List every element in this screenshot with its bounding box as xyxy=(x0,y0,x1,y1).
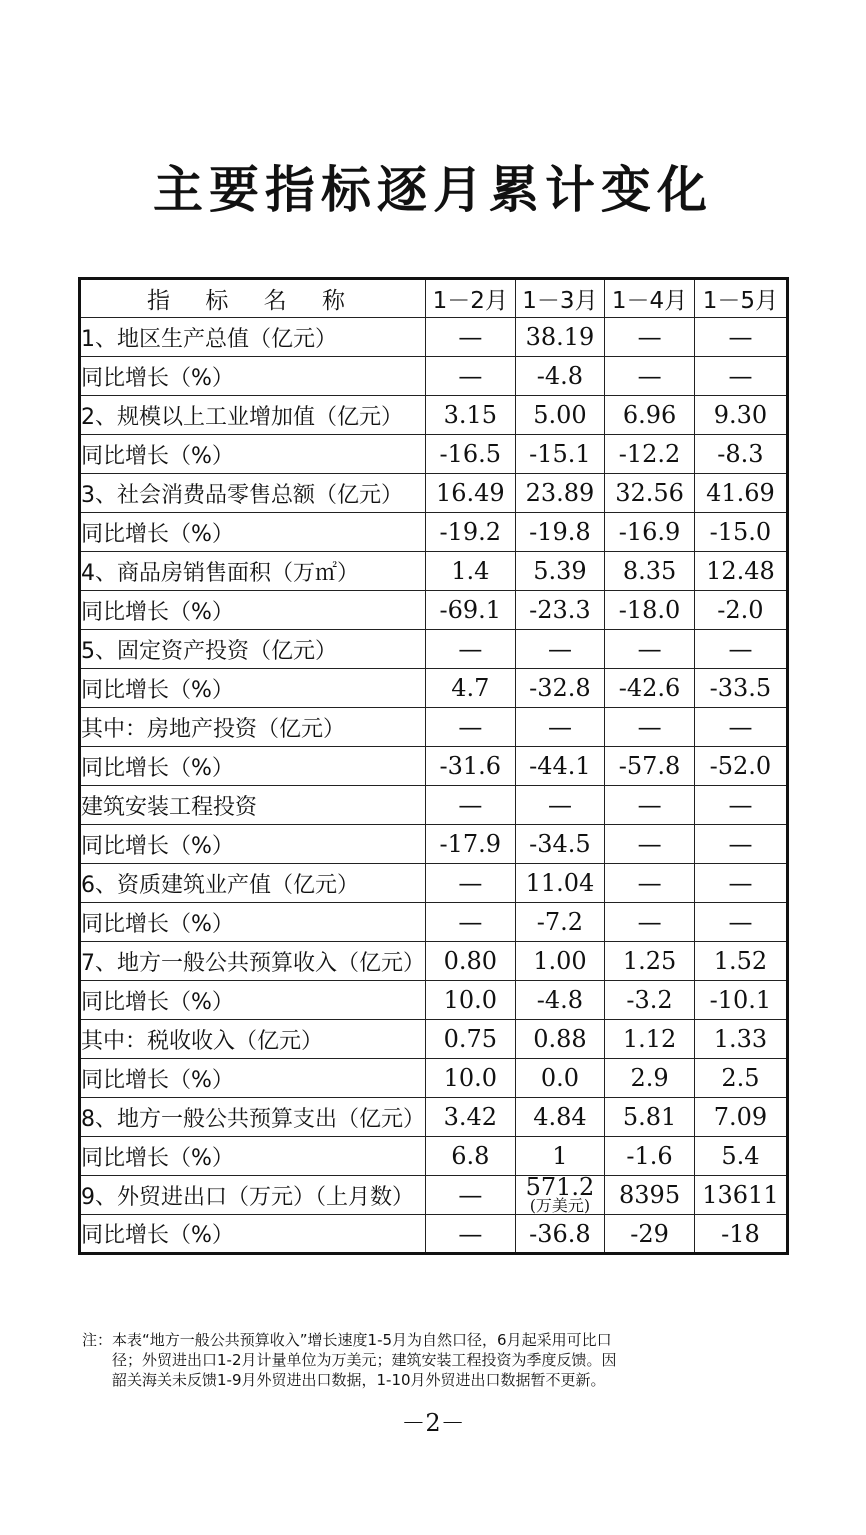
indicator-value: 11.04 xyxy=(515,864,605,903)
indicator-value: — xyxy=(605,630,695,669)
indicator-value: 5.4 xyxy=(694,1137,787,1176)
table-row xyxy=(80,435,788,474)
indicator-value: 4.7 xyxy=(426,669,516,708)
indicator-name: 同比增长（%） xyxy=(80,1059,426,1098)
indicator-value: 5.81 xyxy=(605,1098,695,1137)
indicator-value: — xyxy=(426,786,516,825)
table-row xyxy=(80,396,788,435)
footnote-line-1: 注：本表“地方一般公共预算收入”增长速度1-5月为自然口径，6月起采用可比口 xyxy=(82,1331,612,1349)
indicator-name: 6、资质建筑业产值（亿元） xyxy=(80,864,426,903)
indicator-value: 32.56 xyxy=(605,474,695,513)
indicator-name: 5、固定资产投资（亿元） xyxy=(80,630,426,669)
table-row xyxy=(80,1137,788,1176)
indicator-value: — xyxy=(694,825,787,864)
indicator-name: 同比增长（%） xyxy=(80,513,426,552)
header-period-4: 1－5月 xyxy=(694,279,787,318)
indicator-name: 同比增长（%） xyxy=(80,903,426,942)
indicator-value: -32.8 xyxy=(515,669,605,708)
indicator-name: 其中：税收收入（亿元） xyxy=(80,1020,426,1059)
indicator-value: — xyxy=(605,357,695,396)
indicator-value: -16.5 xyxy=(426,435,516,474)
indicator-value: -36.8 xyxy=(515,1215,605,1254)
indicator-value: — xyxy=(605,318,695,357)
value-unit-note: (万美元) xyxy=(529,1196,591,1215)
indicator-value: 1.12 xyxy=(605,1020,695,1059)
indicator-value: 1.33 xyxy=(694,1020,787,1059)
indicator-value: -31.6 xyxy=(426,747,516,786)
indicator-value: 41.69 xyxy=(694,474,787,513)
indicator-value: -7.2 xyxy=(515,903,605,942)
table-row xyxy=(80,864,788,903)
indicator-name: 其中：房地产投资（亿元） xyxy=(80,708,426,747)
indicator-value: — xyxy=(605,825,695,864)
indicator-value: — xyxy=(515,708,605,747)
indicator-value: 4.84 xyxy=(515,1098,605,1137)
indicator-name: 1、地区生产总值（亿元） xyxy=(80,318,426,357)
table-row xyxy=(80,1176,788,1215)
indicator-value: -4.8 xyxy=(515,981,605,1020)
indicator-value: — xyxy=(426,1176,516,1215)
indicator-value: — xyxy=(694,318,787,357)
table-row xyxy=(80,981,788,1020)
indicator-value: — xyxy=(426,630,516,669)
indicator-value: — xyxy=(694,786,787,825)
indicator-value: 3.42 xyxy=(426,1098,516,1137)
indicator-value: -52.0 xyxy=(694,747,787,786)
footnote-line-3: 韶关海关未反馈1-9月外贸进出口数据，1-10月外贸进出口数据暂不更新。 xyxy=(112,1371,606,1389)
table-row xyxy=(80,552,788,591)
indicator-value: 16.49 xyxy=(426,474,516,513)
indicator-value: -34.5 xyxy=(515,825,605,864)
indicator-name: 同比增长（%） xyxy=(80,981,426,1020)
indicator-name: 同比增长（%） xyxy=(80,669,426,708)
indicator-value: -2.0 xyxy=(694,591,787,630)
value-main: 571.2 xyxy=(525,1173,595,1201)
table-row xyxy=(80,357,788,396)
table-row xyxy=(80,708,788,747)
indicator-value: 6.8 xyxy=(426,1137,516,1176)
indicator-value: -15.0 xyxy=(694,513,787,552)
indicator-value: — xyxy=(694,357,787,396)
footnote-line-2: 径；外贸进出口1-2月计量单位为万美元；建筑安装工程投资为季度反馈。因 xyxy=(112,1351,617,1369)
indicator-value: -18.0 xyxy=(605,591,695,630)
indicator-value: -19.8 xyxy=(515,513,605,552)
indicator-value: 7.09 xyxy=(694,1098,787,1137)
indicator-name: 3、社会消费品零售总额（亿元） xyxy=(80,474,426,513)
table-row xyxy=(80,1098,788,1137)
indicator-value: -19.2 xyxy=(426,513,516,552)
indicator-name: 同比增长（%） xyxy=(80,591,426,630)
table-row xyxy=(80,591,788,630)
indicator-value: — xyxy=(426,708,516,747)
indicator-value: 6.96 xyxy=(605,396,695,435)
indicator-value: — xyxy=(426,318,516,357)
header-period-2: 1－3月 xyxy=(515,279,605,318)
page-number: －2－ xyxy=(401,1409,465,1437)
indicator-value: 38.19 xyxy=(515,318,605,357)
indicator-value: 0.88 xyxy=(515,1020,605,1059)
indicator-value: 3.15 xyxy=(426,396,516,435)
indicator-value: 10.0 xyxy=(426,1059,516,1098)
indicator-value: 2.5 xyxy=(694,1059,787,1098)
indicator-value: -23.3 xyxy=(515,591,605,630)
indicator-value: -17.9 xyxy=(426,825,516,864)
indicator-value: -12.2 xyxy=(605,435,695,474)
table-row xyxy=(80,630,788,669)
header-indicator-name: 指 标 名 称 xyxy=(80,279,426,318)
indicator-value: 2.9 xyxy=(605,1059,695,1098)
indicator-value: -1.6 xyxy=(605,1137,695,1176)
indicator-value: — xyxy=(605,903,695,942)
indicator-value: 8.35 xyxy=(605,552,695,591)
indicator-value: 8395 xyxy=(605,1176,695,1215)
indicator-value: -42.6 xyxy=(605,669,695,708)
indicator-name: 9、外贸进出口（万元）（上月数） xyxy=(80,1176,426,1215)
indicator-value: — xyxy=(605,786,695,825)
table-row xyxy=(80,474,788,513)
header-period-1: 1－2月 xyxy=(426,279,516,318)
indicator-value: 23.89 xyxy=(515,474,605,513)
indicator-value: 1.4 xyxy=(426,552,516,591)
indicator-value: -16.9 xyxy=(605,513,695,552)
indicator-value: — xyxy=(426,903,516,942)
indicator-value: — xyxy=(694,708,787,747)
table-row xyxy=(80,318,788,357)
indicator-name: 7、地方一般公共预算收入（亿元） xyxy=(80,942,426,981)
indicator-name: 建筑安装工程投资 xyxy=(80,786,426,825)
indicator-value: -10.1 xyxy=(694,981,787,1020)
table-row xyxy=(80,942,788,981)
indicator-value: 1.52 xyxy=(694,942,787,981)
table-row xyxy=(80,747,788,786)
indicator-value: 1.00 xyxy=(515,942,605,981)
indicator-value: 1 xyxy=(515,1137,605,1176)
indicator-value: 10.0 xyxy=(426,981,516,1020)
indicator-value: -18 xyxy=(694,1215,787,1254)
indicator-value: — xyxy=(694,630,787,669)
indicator-value: 12.48 xyxy=(694,552,787,591)
table-row xyxy=(80,825,788,864)
indicator-table xyxy=(78,277,789,1255)
indicator-value: 0.80 xyxy=(426,942,516,981)
indicator-value: 9.30 xyxy=(694,396,787,435)
indicator-value: -57.8 xyxy=(605,747,695,786)
page-title: 主要指标逐月累计变化 xyxy=(153,161,713,219)
indicator-value: -8.3 xyxy=(694,435,787,474)
indicator-value: -33.5 xyxy=(694,669,787,708)
indicator-value: — xyxy=(605,864,695,903)
indicator-value: 1.25 xyxy=(605,942,695,981)
indicator-name: 4、商品房销售面积（万㎡） xyxy=(80,552,426,591)
indicator-name: 同比增长（%） xyxy=(80,1137,426,1176)
footnote xyxy=(82,1330,794,1390)
indicator-value: -15.1 xyxy=(515,435,605,474)
table-row xyxy=(80,786,788,825)
table-row xyxy=(80,903,788,942)
indicator-value: — xyxy=(694,903,787,942)
indicator-name: 同比增长（%） xyxy=(80,747,426,786)
indicator-value: -3.2 xyxy=(605,981,695,1020)
indicator-value: — xyxy=(605,708,695,747)
indicator-value: — xyxy=(426,1215,516,1254)
table-row xyxy=(80,1059,788,1098)
indicator-name: 2、规模以上工业增加值（亿元） xyxy=(80,396,426,435)
indicator-value: — xyxy=(694,864,787,903)
indicator-name: 同比增长（%） xyxy=(80,435,426,474)
indicator-value: -44.1 xyxy=(515,747,605,786)
indicator-name: 同比增长（%） xyxy=(80,825,426,864)
table-header-row xyxy=(80,279,788,318)
table-row xyxy=(80,669,788,708)
indicator-value: 5.00 xyxy=(515,396,605,435)
indicator-value xyxy=(515,1173,605,1215)
table-row xyxy=(80,513,788,552)
indicator-name: 同比增长（%） xyxy=(80,357,426,396)
indicator-value: — xyxy=(515,786,605,825)
indicator-value: 13611 xyxy=(694,1176,787,1215)
indicator-name: 同比增长（%） xyxy=(80,1215,426,1254)
indicator-value: 5.39 xyxy=(515,552,605,591)
indicator-value: — xyxy=(515,630,605,669)
header-period-3: 1－4月 xyxy=(605,279,695,318)
indicator-value: 0.75 xyxy=(426,1020,516,1059)
indicator-value: — xyxy=(426,357,516,396)
indicator-value: 0.0 xyxy=(515,1059,605,1098)
indicator-name: 8、地方一般公共预算支出（亿元） xyxy=(80,1098,426,1137)
table-row xyxy=(80,1020,788,1059)
indicator-value: -4.8 xyxy=(515,357,605,396)
table-row xyxy=(80,1215,788,1254)
indicator-value: -29 xyxy=(605,1215,695,1254)
indicator-value: — xyxy=(426,864,516,903)
indicator-value: -69.1 xyxy=(426,591,516,630)
